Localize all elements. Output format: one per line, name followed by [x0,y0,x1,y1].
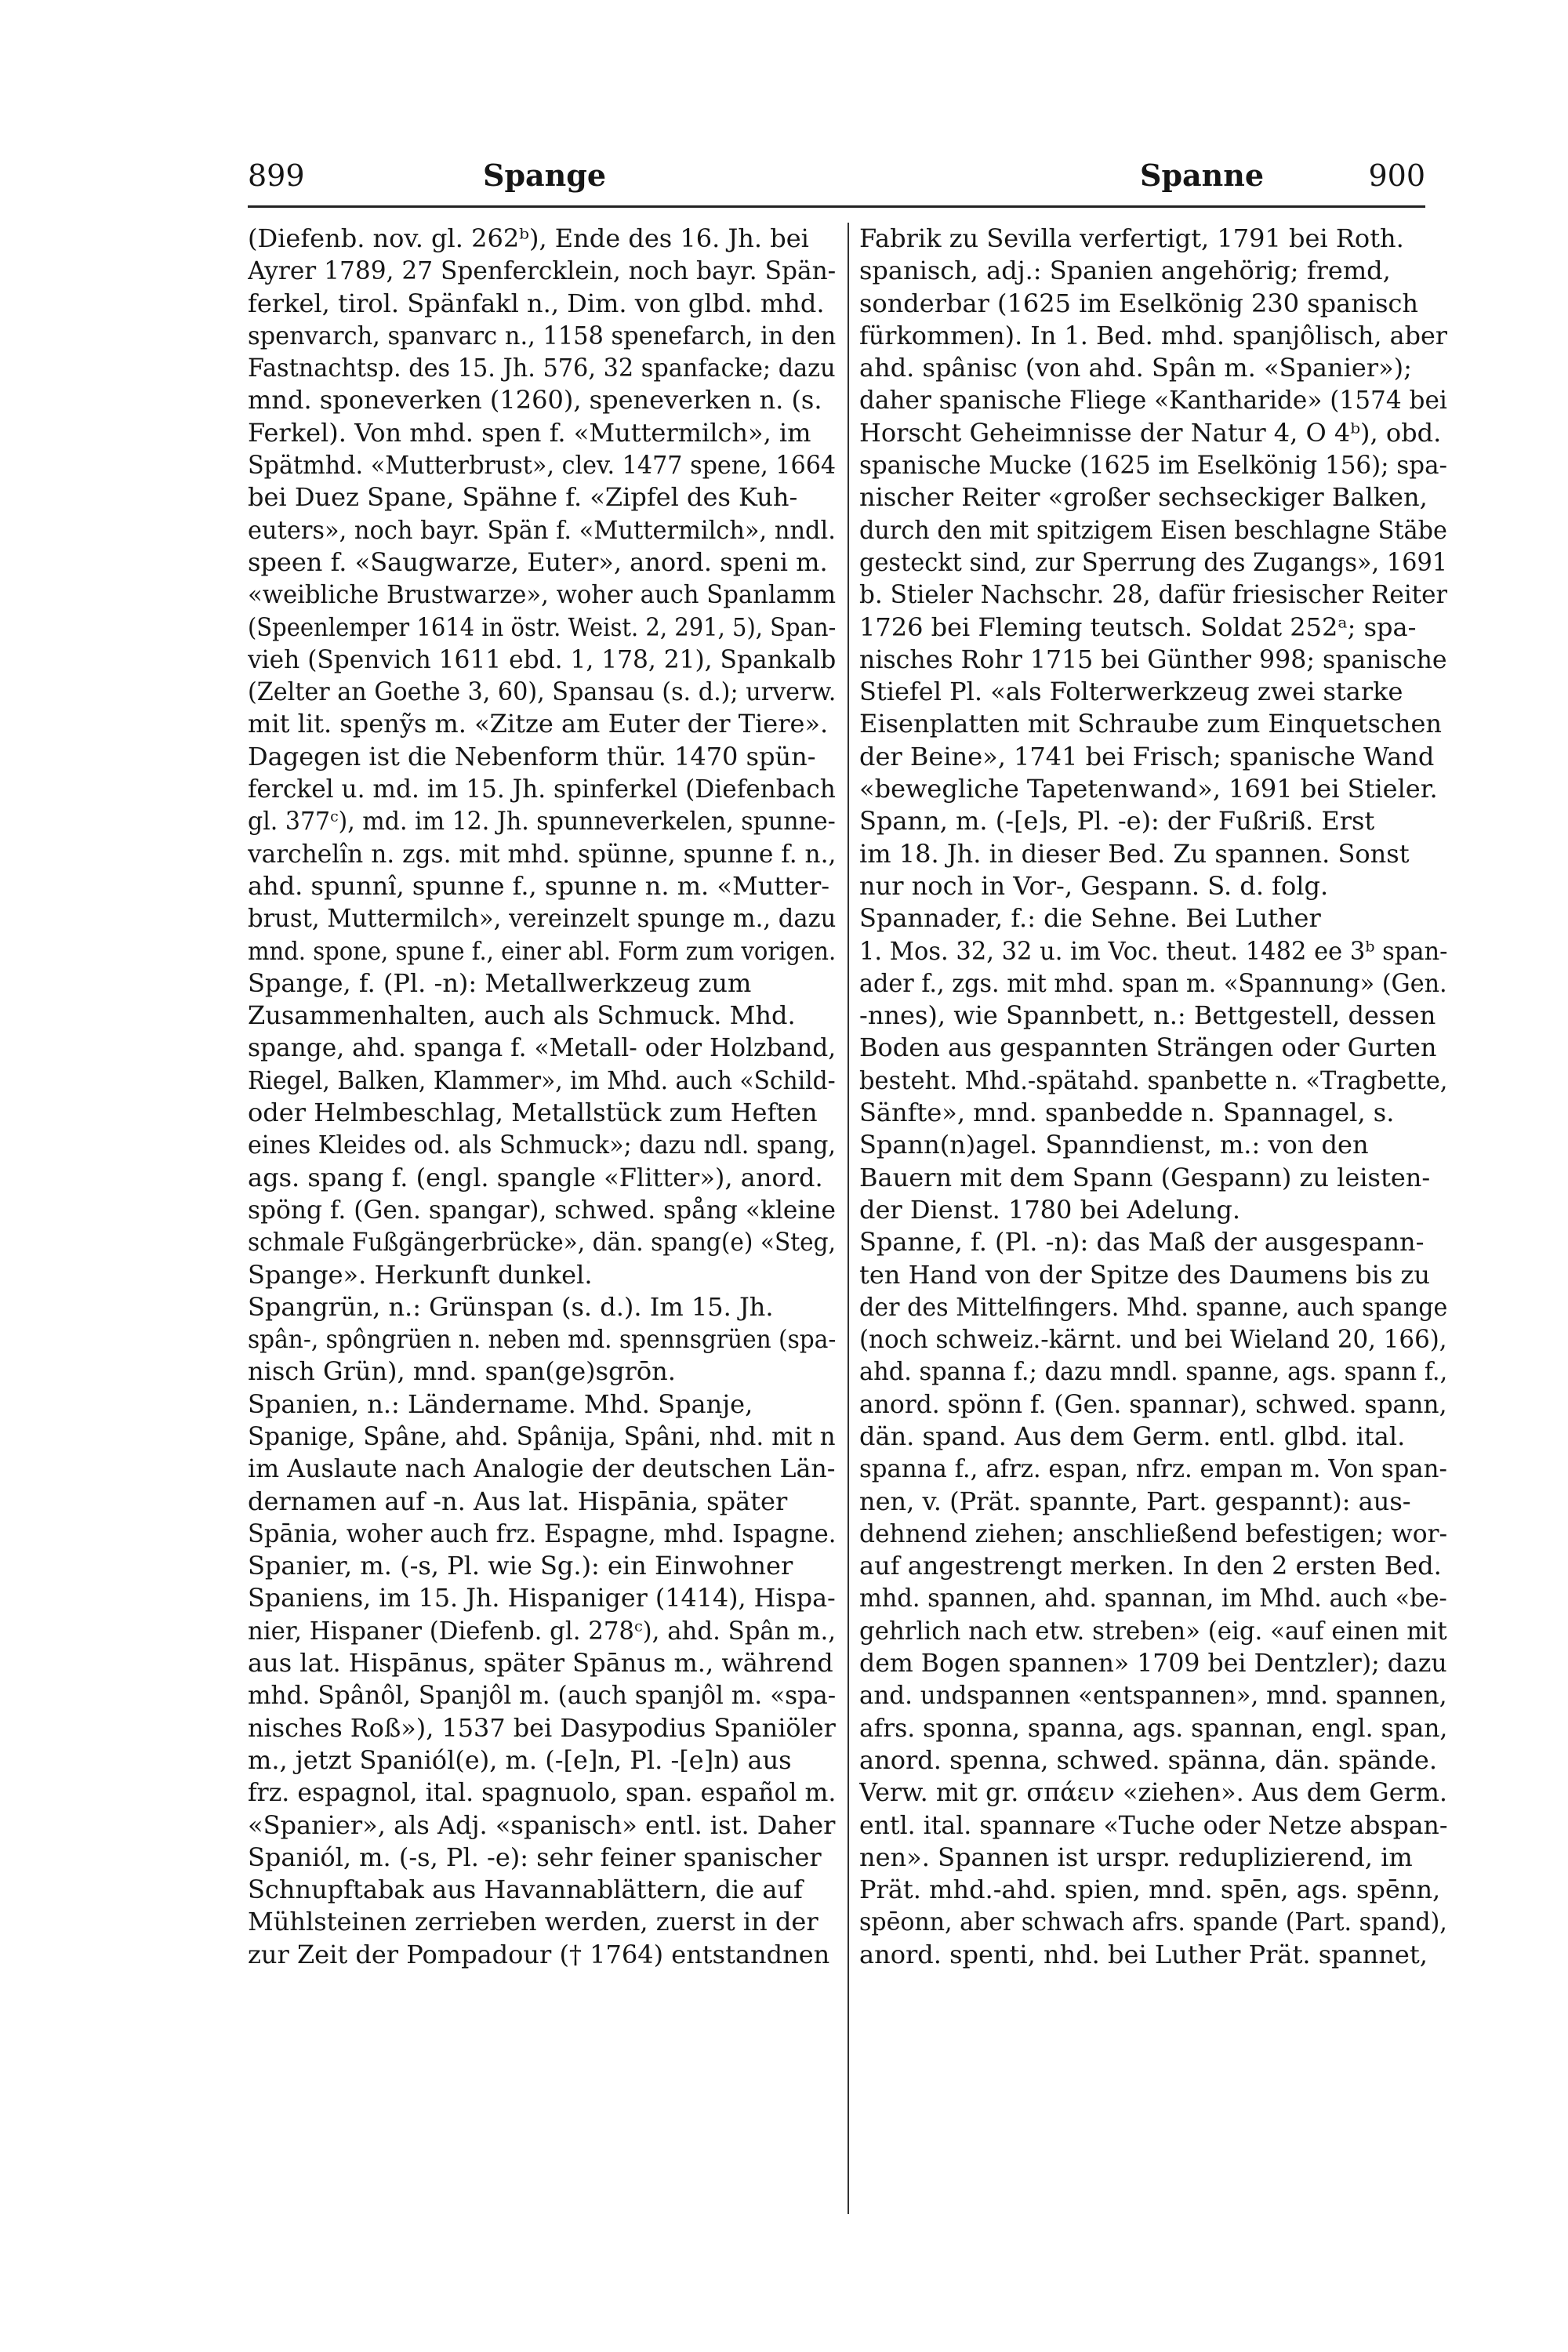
text-line: Spaniens, im 15. Jh. Hispaniger (1414), Hispa- [248,1583,836,1613]
text-line: spöng f. (Gen. spangar), schwed. spång «kleine [248,1194,836,1225]
text-line: sonderbar (1625 im Eselkönig 230 spanisch [859,288,1419,318]
text-line: nen». Spannen ist urspr. reduplizierend, im [859,1842,1413,1872]
text-line: gesteckt sind, zur Sperrung des Zugangs», 1691 [859,546,1447,577]
text-line: Riegel, Balken, Klammer», im Mhd. auch «Schild- [248,1065,836,1095]
text-line: Dagegen ist die Nebenform thür. 1470 spün- [248,741,816,771]
text-line: Spanien, n.: Ländername. Mhd. Spanje, [248,1388,753,1419]
left-column [248,223,836,1971]
text-line: mhd. spannen, ahd. spannan, im Mhd. auch «be- [859,1583,1447,1613]
text-line: dernamen auf -n. Aus lat. Hispānia, später [248,1486,788,1516]
text-line: «bewegliche Tapetenwand», 1691 bei Stieler. [859,774,1438,804]
text-line: Ayrer 1789, 27 Spenfercklein, noch bayr. Spän- [248,256,836,286]
text-line: besteht. Mhd.-spätahd. spanbette n. «Tragbette, [859,1065,1447,1095]
text-line: der Beine», 1741 bei Frisch; spanische Wand [859,741,1435,771]
text-line: fürkommen). In 1. Bed. mhd. spanjôlisch, aber [859,320,1447,350]
text-line: mit lit. spenỹs m. «Zitze am Euter der Tiere». [248,709,829,739]
text-line: im 18. Jh. in dieser Bed. Zu spannen. Sonst [859,838,1410,869]
text-line: Spann, m. (-[e]s, Pl. -e): der Fußriß. Erst [859,806,1375,837]
text-line: (Zelter an Goethe 3, 60), Spansau (s. d.); urverw. [248,677,836,707]
text-line: «weibliche Brustwarze», woher auch Spanlamm [248,579,836,610]
text-line: euters», noch bayr. Spän f. «Muttermilch», nndl. [248,514,836,545]
text-line: b. Stieler Nachschr. 28, dafür friesischer Reiter [859,579,1447,610]
text-line: oder Helmbeschlag, Metallstück zum Heften [248,1098,818,1128]
text-line: ferckel u. md. im 15. Jh. spinferkel (Diefenbach [248,774,836,804]
text-line: im Auslaute nach Analogie der deutschen Län- [248,1454,836,1484]
text-line: ader f., zgs. mit mhd. span m. «Spannung» (Gen. [859,967,1447,998]
text-line: der Dienst. 1780 bei Adelung. [859,1194,1241,1225]
text-line: «Spanier», als Adj. «spanisch» entl. ist. Daher [248,1809,836,1840]
text-line: ferkel, tirol. Spänfakl n., Dim. von glbd. mhd. [248,288,825,318]
text-line: mnd. sponeverken (1260), speneverken n. (s. [248,385,822,416]
text-line: nisch Grün), mnd. span(ge)sgrōn. [248,1356,676,1387]
text-line: durch den mit spitzigem Eisen beschlagne Stäbe [859,514,1447,545]
text-line: spanisch, adj.: Spanien angehörig; fremd, [859,256,1391,286]
text-line: nisches Rohr 1715 bei Günther 998; spanische [859,644,1447,674]
text-line: ahd. spunnî, spunne f., spunne n. m. «Mutter- [248,870,830,901]
text-line: Eisenplatten mit Schraube zum Einquetschen [859,709,1443,739]
text-line: dän. spand. Aus dem Germ. entl. glbd. ital. [859,1421,1406,1451]
text-line: and. undspannen «entspannen», mnd. spannen, [859,1680,1447,1711]
text-line: Spätmhd. «Mutterbrust», clev. 1477 spene, 1664 [248,450,836,481]
text-line: spanische Mucke (1625 im Eselkönig 156); spa- [859,450,1447,481]
text-line: der des Mittelfingers. Mhd. spanne, auch spange [859,1291,1447,1322]
text-line: Schnupftabak aus Havannablättern, die auf [248,1875,803,1905]
text-line: aus lat. Hispānus, später Spānus m., während [248,1648,833,1679]
text-line: gl. 377ᶜ), md. im 12. Jh. spunneverkelen, spunne- [248,806,836,837]
text-line: Zusammenhalten, auch als Schmuck. Mhd. [248,1000,796,1031]
text-line: Spann(n)agel. Spanndienst, m.: von den [859,1130,1369,1160]
text-line: speen f. «Saugwarze, Euter», anord. speni m. [248,546,828,577]
text-line: Stiefel Pl. «als Folterwerkzeug zwei starke [859,677,1403,707]
text-line: 1726 bei Fleming teutsch. Soldat 252ᵃ; spa- [859,612,1417,642]
text-line: dem Bogen spannen» 1709 bei Dentzler); dazu [859,1648,1447,1679]
text-line: -nnes), wie Spannbett, n.: Bettgestell, dessen [859,1000,1436,1031]
text-line: zur Zeit der Pompadour († 1764) entstandnen [248,1939,830,1969]
text-line: daher spanische Fliege «Kantharide» (1574 bei [859,385,1447,416]
text-line: Bauern mit dem Spann (Gespann) zu leisten- [859,1162,1431,1192]
text-line: spanna f., afrz. espan, nfrz. empan m. Von span- [859,1454,1447,1484]
text-line: Spangrün, n.: Grünspan (s. d.). Im 15. Jh. [248,1291,774,1322]
text-line: nischer Reiter «großer sechseckiger Balken, [859,482,1428,513]
header-rule [248,205,1425,208]
text-line: anord. spenna, schwed. spänna, dän. spände. [859,1744,1437,1775]
page-header [248,157,1425,202]
text-line: gehrlich nach etw. streben» (eig. «auf einen mit [859,1615,1447,1646]
text-line: Spanne, f. (Pl. -n): das Maß der ausgespann- [859,1227,1425,1258]
page-number-right: 900 [1368,158,1425,193]
column-divider [848,223,849,2214]
text-line: nen, v. (Prät. spannte, Part. gespannt): aus- [859,1486,1411,1516]
text-line: (Diefenb. nov. gl. 262ᵇ), Ende des 16. Jh. bei [248,223,809,253]
text-line: Spānia, woher auch frz. Espagne, mhd. Ispagne. [248,1518,836,1548]
text-line: Ferkel). Von mhd. spen f. «Muttermilch», im [248,417,811,448]
text-line: (noch schweiz.-kärnt. und bei Wieland 20, 166), [859,1324,1447,1355]
text-line: dehnend ziehen; anschließend befestigen; wor- [859,1518,1447,1548]
text-line: afrs. sponna, spanna, ags. spannan, engl. span, [859,1712,1447,1743]
text-line: Spanige, Spâne, ahd. Spânija, Spâni, nhd. mit n [248,1421,836,1451]
running-headword-right: Spanne [1140,158,1265,193]
text-line: ahd. spânisc (von ahd. Spân m. «Spanier»); [859,353,1412,383]
text-line: mnd. spone, spune f., einer abl. Form zum vorigen. [248,935,836,966]
text-line: Spannader, f.: die Sehne. Bei Luther [859,903,1321,934]
text-line: Boden aus gespannten Strängen oder Gurten [859,1033,1437,1063]
text-line: (Speenlemper 1614 in östr. Weist. 2, 291, 5), Span- [248,612,836,642]
text-line: anord. spönn f. (Gen. spannar), schwed. spann, [859,1388,1447,1419]
text-line: eines Kleides od. als Schmuck»; dazu ndl. spang, [248,1130,836,1160]
text-line: 1. Mos. 32, 32 u. im Voc. theut. 1482 ee 3ᵇ span- [859,935,1447,966]
text-line: spân-, spôngrüen n. neben md. spennsgrüen (spa- [248,1324,836,1355]
text-line: spange, ahd. spanga f. «Metall- oder Holzband, [248,1033,836,1063]
text-line: spenvarch, spanvarc n., 1158 spenefarch, in den [248,320,836,350]
text-line: auf angestrengt merken. In den 2 ersten Bed. [859,1551,1442,1581]
right-column [859,223,1447,1971]
text-line: Verw. mit gr. σπάειν «ziehen». Aus dem Germ. [859,1777,1447,1808]
text-line: anord. spenti, nhd. bei Luther Prät. spannet, [859,1939,1428,1969]
text-line: ags. spang f. (engl. spangle «Flitter»), anord. [248,1162,823,1192]
text-line: spēonn, aber schwach afrs. spande (Part. spand), [859,1907,1447,1937]
text-line: frz. espagnol, ital. spagnuolo, span. español m. [248,1777,836,1808]
text-line: entl. ital. spannare «Tuche oder Netze abspan- [859,1809,1447,1840]
text-line: m., jetzt Spaniól(e), m. (-[e]n, Pl. -[e]n) aus [248,1744,792,1775]
text-line: varchelîn n. zgs. mit mhd. spünne, spunne f. n., [248,838,836,869]
text-line: Spaniól, m. (-s, Pl. -e): sehr feiner spanischer [248,1842,822,1872]
text-line: nier, Hispaner (Diefenb. gl. 278ᶜ), ahd. Spân m., [248,1615,836,1646]
text-line: brust, Muttermilch», vereinzelt spunge m., dazu [248,903,836,934]
text-line: Fastnachtsp. des 15. Jh. 576, 32 spanfacke; dazu [248,353,836,383]
text-line: Mühlsteinen zerrieben werden, zuerst in der [248,1907,818,1937]
running-headword-left: Spange [483,158,607,193]
text-line: ten Hand von der Spitze des Daumens bis zu [859,1259,1430,1290]
text-line: Sänfte», mnd. spanbedde n. Spannagel, s. [859,1098,1395,1128]
text-line: Fabrik zu Sevilla verfertigt, 1791 bei Roth. [859,223,1404,253]
text-line: nisches Roß»), 1537 bei Dasypodius Spaniöler [248,1712,836,1743]
text-line: Horscht Geheimnisse der Natur 4, O 4ᵇ), obd. [859,417,1442,448]
text-line: nur noch in Vor-, Gespann. S. d. folg. [859,870,1329,901]
page-number-left: 899 [248,158,305,193]
text-line: bei Duez Spane, Spähne f. «Zipfel des Kuh- [248,482,798,513]
text-line: Prät. mhd.-ahd. spien, mnd. spēn, ags. spēnn, [859,1875,1441,1905]
text-line: vieh (Spenvich 1611 ebd. 1, 178, 21), Spankalb [248,644,836,674]
text-line: Spange, f. (Pl. -n): Metallwerkzeug zum [248,967,752,998]
text-line: ahd. spanna f.; dazu mndl. spanne, ags. spann f., [859,1356,1447,1387]
text-line: schmale Fußgängerbrücke», dän. spang(e) «Steg, [248,1227,836,1258]
text-line: mhd. Spânôl, Spanjôl m. (auch spanjôl m. «spa- [248,1680,836,1711]
text-line: Spanier, m. (-s, Pl. wie Sg.): ein Einwohner [248,1551,793,1581]
text-line: Spange». Herkunft dunkel. [248,1259,593,1290]
